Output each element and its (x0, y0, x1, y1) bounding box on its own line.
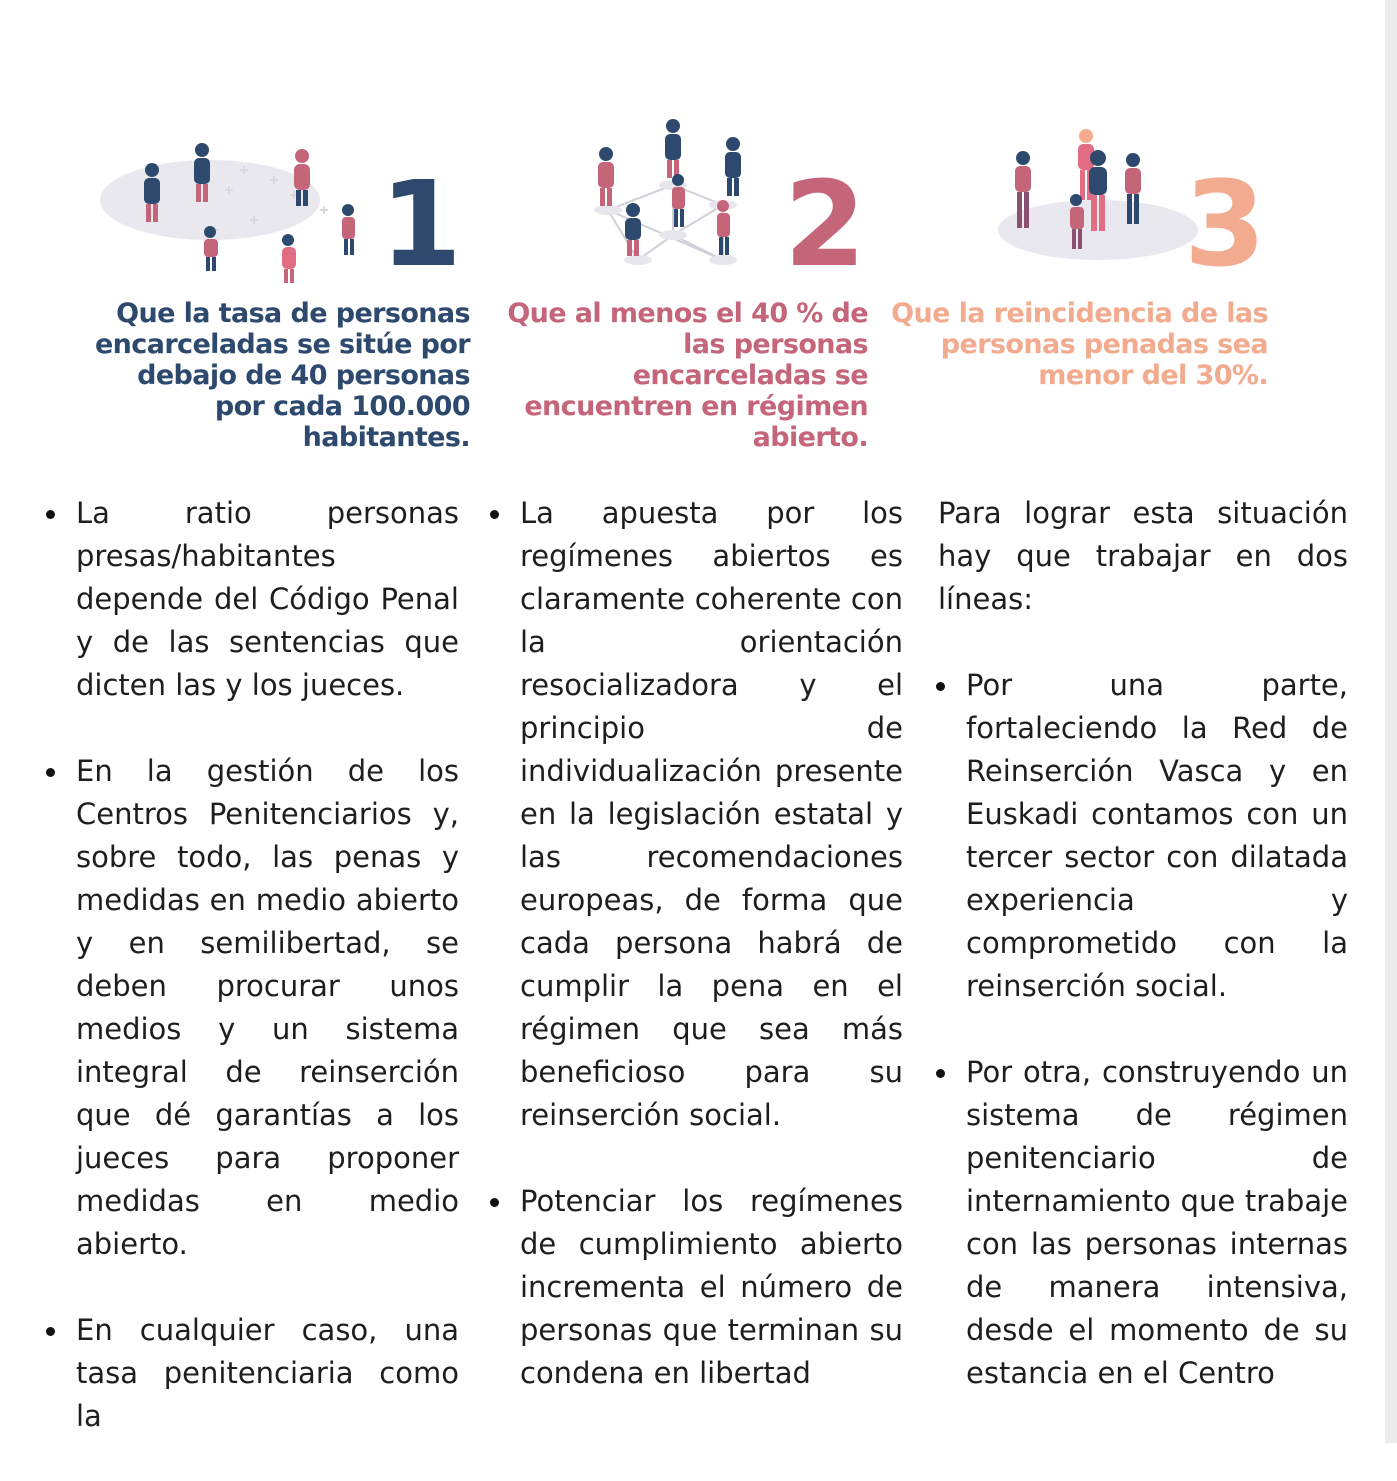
list-item: Por otra, construyendo un sistema de régimen penitenciario de internamiento que trabaje con las personas internas de manera intensiva, desde el momento de su estancia en el Centro (966, 1051, 1348, 1395)
goal-3 (888, 100, 1268, 460)
goal-title: Que al menos el 40 % de las personas encarceladas se encuentren en régimen abierto. (507, 298, 868, 453)
column-3 (938, 492, 1348, 1438)
people-scattered-icon (90, 100, 470, 290)
intro-paragraph: Para lograr esta situación hay que trabajar en dos líneas: (938, 496, 1348, 616)
scrollbar[interactable] (1385, 0, 1397, 1443)
list-item: La apuesta por los regímenes abiertos es claramente coherente con la orientación resocializadora y el principio de individualización presente en la legislación estatal y las recomendaciones europeas, de forma que cada persona habrá de cumplir la pena en el régimen que sea más beneficioso para su reinserción social. (520, 492, 903, 1137)
bullet-list (966, 664, 1348, 1395)
goal-number: 2 (783, 155, 866, 290)
people-network-icon (488, 100, 868, 290)
list-item: Por una parte, fortaleciendo la Red de Reinserción Vasca y en Euskadi contamos con un tercer sector con dilatada experiencia y comprometido con la reinserción social. (966, 664, 1348, 1008)
goal-title: Que la reincidencia de las personas penadas sea menor del 30%. (891, 298, 1268, 391)
goal-1 (90, 100, 470, 460)
list-item: En la gestión de los Centros Penitenciarios y, sobre todo, las penas y medidas en medio abierto y en semilibertad, se deben procurar unos medios y un sistema integral de reinserción que dé garantías a los jueces para proponer medidas en medio abierto. (76, 750, 459, 1266)
goal-title: Que la tasa de personas encarceladas se sitúe por debajo de 40 personas por cada 100.000 habitantes. (94, 298, 470, 453)
goal-2 (488, 100, 868, 460)
goal-number: 1 (379, 155, 462, 290)
list-item: Potenciar los regímenes de cumplimiento abierto incrementa el número de personas que terminan su condena en libertad (520, 1180, 903, 1395)
goal-number: 3 (1183, 155, 1266, 290)
bullet-list (76, 492, 459, 1438)
bullet-list (520, 492, 903, 1395)
list-item: En cualquier caso, una tasa penitenciaria como la (76, 1309, 459, 1438)
column-2 (520, 492, 903, 1438)
people-group-icon (888, 100, 1268, 290)
column-1 (76, 492, 459, 1481)
list-item: La ratio personas presas/habitantes depende del Código Penal y de las sentencias que dicten las y los jueces. (76, 492, 459, 707)
